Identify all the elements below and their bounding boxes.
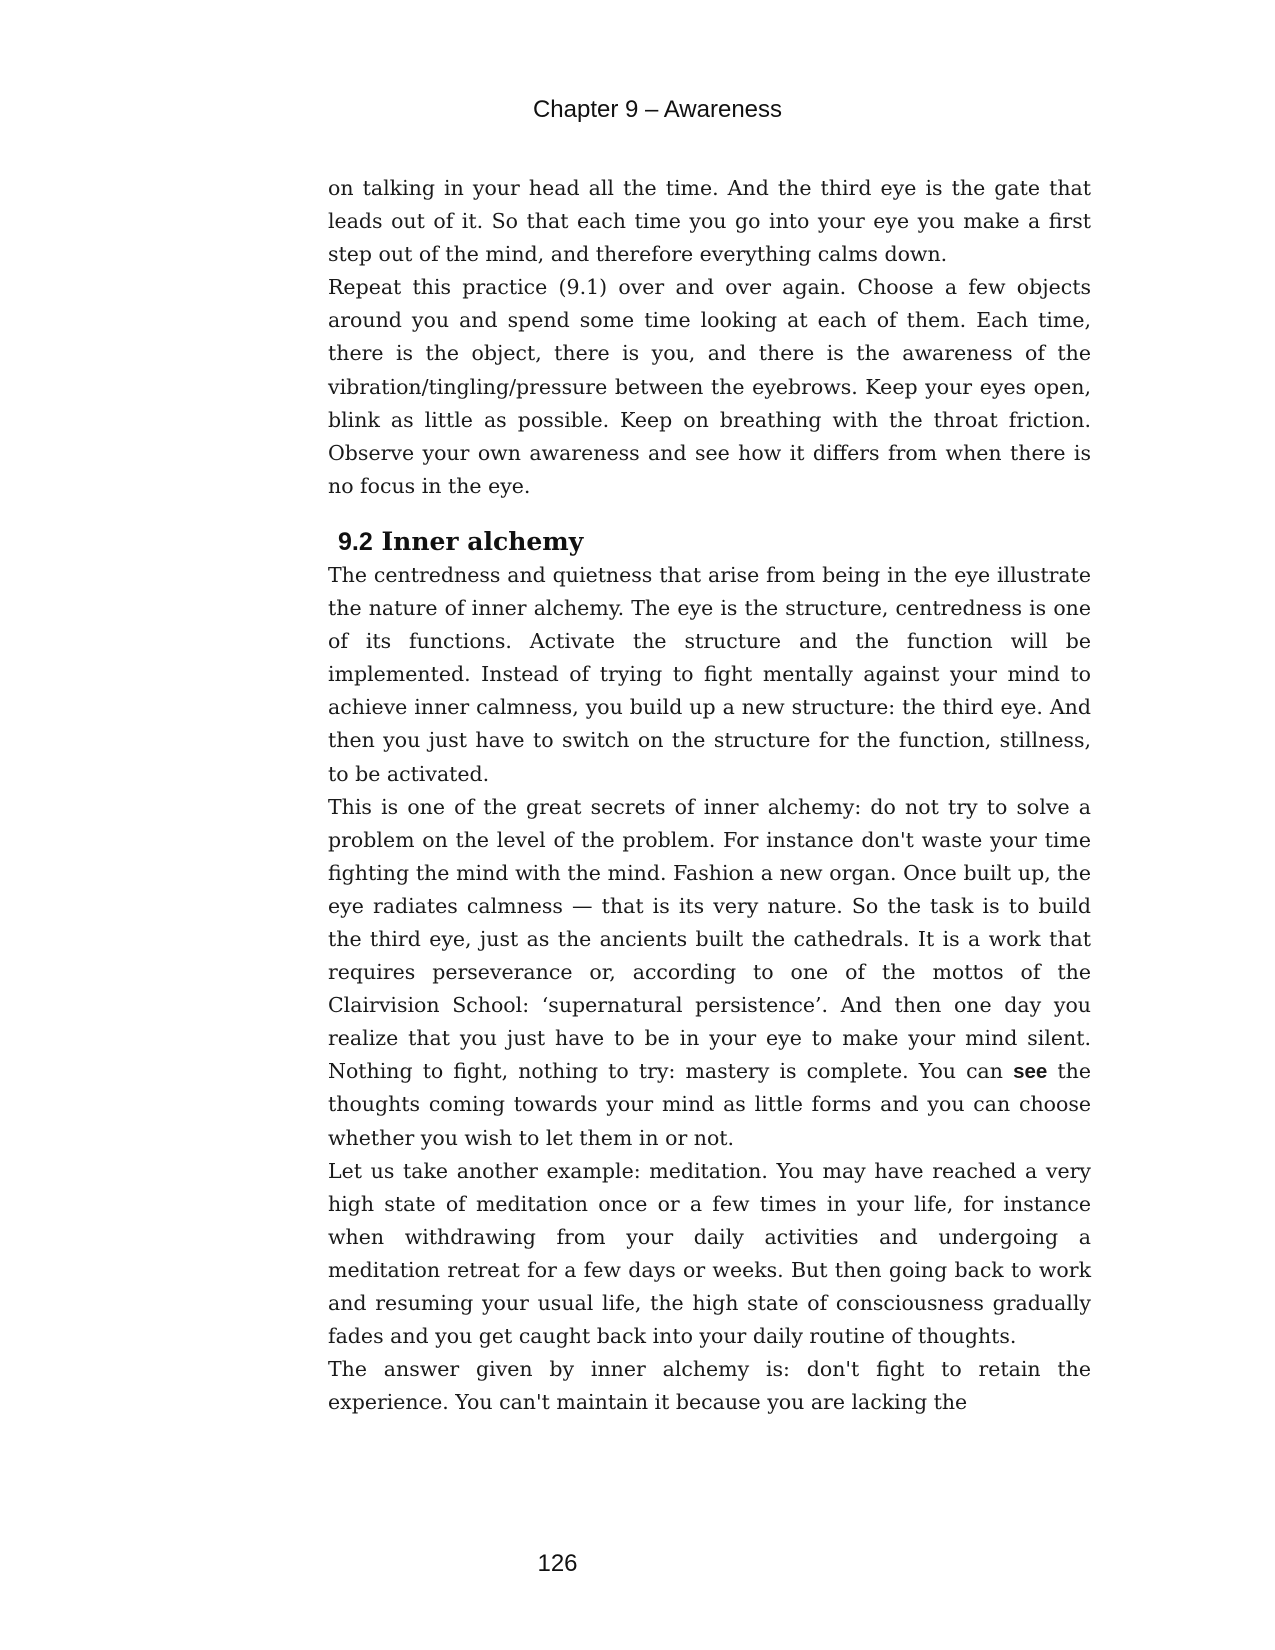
paragraph-practice: Repeat this practice (9.1) over and over again. Choose a few objects around you and spend some time looking at each of them. Each time, there is the object, there is you, and there is the awareness of the vibration/tingling/pressure between the eyebrows. Keep your eyes open, blink as little as possible. Keep on breathing with the throat friction. Observe your own awareness and see how it differs from when there is no focus in the eye. [328, 275, 1091, 498]
section-heading [338, 525, 1091, 559]
paragraph-answer: The answer given by inner alchemy is: don't fight to retain the experience. You can't maintain it because you are lacking the [328, 1357, 1091, 1415]
emphasis-see: see [1013, 1060, 1048, 1084]
running-head: Chapter 9 – Awareness [532, 96, 783, 123]
paragraph-great-secrets [328, 791, 1091, 1155]
paragraph-continuation: on talking in your head all the time. And the third eye is the gate that leads out of it. So that each time you go into your eye you make a first step out of the mind, and therefore everything calms down. [328, 176, 1091, 267]
section-title: Inner alchemy [381, 526, 584, 556]
paragraph-centredness: The centredness and quietness that arise from being in the eye illustrate the nature of inner alchemy. The eye is the structure, centredness is one of its functions. Activate the structure and the function will be implemented. Instead of trying to fight mentally against your mind to achieve inner calmness, you build up a new structure: the third eye. And then you just have to switch on the structure for the function, stillness, to be activated. [328, 562, 1091, 786]
great-secrets-text: This is one of the great secrets of inner alchemy: do not try to solve a problem on the level of the problem. For instance don't waste your time fighting the mind with the mind. Fashion a new organ. Once built up, the eye radiates calmness — that is its very nature. So the task is to build the third eye, just as the ancients built the cathedrals. It is a work that requires perseverance or, according to one of the mottos of the Clairvision School: ‘supernatural persistence’. And then one day you realize that you just have to be in your eye to make your mind silent. Nothing to fight, nothing to try: mastery is complete. You can [328, 794, 1091, 1084]
body-text [328, 172, 1091, 1419]
great-secrets-text-end: the thoughts coming towards your mind as little forms and you can choose whether you wish to let them in or not. [328, 1059, 1091, 1150]
page-number: 126 [537, 1550, 578, 1577]
paragraph-meditation: Let us take another example: meditation. You may have reached a very high state of meditation once or a few times in your life, for instance when withdrawing from your daily activities and undergoing a meditation retreat for a few days or weeks. But then going back to work and resuming your usual life, the high state of consciousness gradually fades and you get caught back into your daily routine of thoughts. [328, 1158, 1091, 1349]
section-number: 9.2 [338, 527, 373, 556]
